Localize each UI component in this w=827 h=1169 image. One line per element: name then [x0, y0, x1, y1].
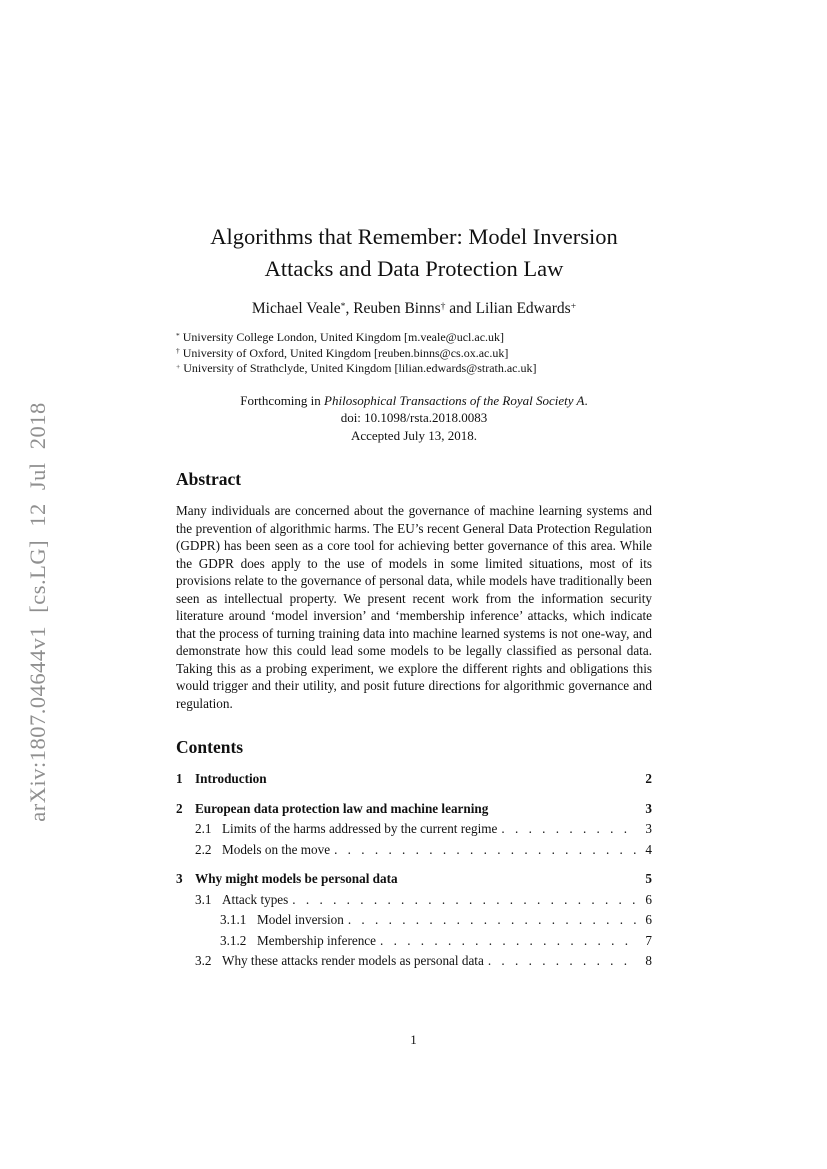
- author-name: Reuben Binns: [353, 300, 441, 317]
- forthcoming-line: [176, 392, 652, 410]
- toc-entry: [176, 912, 652, 929]
- affiliation-marker: +: [176, 361, 181, 371]
- toc-entry-page: 2: [645, 771, 652, 786]
- toc-entry-number: 2.2: [195, 841, 212, 857]
- authors-line: [176, 300, 652, 318]
- toc-entry-page: 6: [645, 912, 652, 927]
- toc-entry-page: 3: [645, 800, 652, 816]
- author-marker: +: [570, 300, 577, 312]
- publication-note: [176, 392, 652, 445]
- toc-leader-dots: [334, 842, 638, 859]
- toc-entry: [176, 953, 652, 970]
- accepted-line: Accepted July 13, 2018.: [350, 427, 477, 443]
- affiliation-text: University of Oxford, United Kingdom [reuben.binns@cs.ox.ac.uk]: [182, 345, 509, 360]
- toc-entry-page: 3: [645, 821, 652, 836]
- author-marker: *: [340, 300, 346, 312]
- affiliations-block: [176, 330, 652, 377]
- affiliation-text: University of Strathclyde, United Kingdom [lilian.edwards@strath.ac.uk]: [183, 361, 537, 375]
- author-name: Michael Veale: [251, 300, 341, 317]
- affiliation-line: [176, 346, 652, 362]
- abstract-text: Many individuals are concerned about the governance of machine learning systems and the prevention of algorithmic harms. The EU’s recent General Data Protection Regulation (GDPR) has been seen as a core tool for achieving better governance of this area. While the GDPR does apply to the use of models in some limited situations, most of its provisions relate to the governance of personal data, while models have traditionally been seen as intellectual property. We present recent work from the information security literature around ‘model inversion’ and ‘membership inference’ attacks, which indicate that the process of turning training data into machine learned systems is not one-way, and demonstrate how this could lead some models to be legally classified as personal data. Taking this as a probing experiment, we explore the different rights and obligations this would trigger and their utility, and posit future directions for algorithmic governance and regulation.: [176, 503, 652, 711]
- toc-entry-page: 6: [645, 891, 652, 907]
- affiliation-text: University College London, United Kingdom [m.veale@ucl.ac.uk]: [182, 330, 505, 344]
- toc-entry: [176, 892, 652, 909]
- toc-entry-title: Models on the move: [222, 841, 331, 857]
- toc-leader-dots: [488, 953, 638, 970]
- abstract-heading: Abstract: [176, 469, 242, 489]
- page-number: 1: [410, 1032, 417, 1047]
- toc-entry-page: 7: [645, 932, 652, 948]
- journal-name: Philosophical Transactions of the Royal Society A: [324, 392, 585, 408]
- toc-leader-dots: [348, 912, 638, 929]
- toc-entry-number: 3.1.2: [220, 932, 247, 948]
- contents-heading: Contents: [176, 737, 244, 757]
- affiliation-marker: †: [176, 346, 180, 356]
- toc-entry: [176, 842, 652, 859]
- toc-entry-title: Why these attacks render models as personal data: [222, 953, 484, 968]
- toc-entry-number: 3.1: [195, 891, 212, 907]
- forthcoming-suffix: .: [584, 392, 588, 408]
- toc-entry-number: 3.1.1: [220, 912, 247, 927]
- toc-leader-dots: [501, 821, 638, 838]
- doi-line: doi: 10.1098/rsta.2018.0083: [340, 410, 488, 425]
- toc-entry: [176, 933, 652, 950]
- author-marker: †: [440, 300, 446, 312]
- affiliation-marker: *: [176, 330, 180, 340]
- arxiv-watermark: arXiv:1807.04644v1 [cs.LG] 12 Jul 2018: [25, 402, 50, 822]
- toc-entry-number: 2.1: [195, 821, 212, 836]
- toc-entry-number: 3.2: [195, 953, 212, 968]
- author-separator: and: [445, 300, 476, 317]
- toc-entry-title: Why might models be personal data: [195, 871, 398, 886]
- toc-entry-title: Introduction: [195, 771, 267, 786]
- toc-entry-title: Model inversion: [257, 912, 344, 927]
- toc-leader-dots: [292, 892, 638, 909]
- table-of-contents: [176, 771, 652, 970]
- toc-entry-title: European data protection law and machine learning: [195, 800, 489, 816]
- toc-entry-number: 3: [176, 871, 183, 886]
- paper-content: [176, 0, 652, 970]
- toc-entry-title: Membership inference: [257, 932, 377, 948]
- toc-entry: [176, 771, 652, 788]
- author-separator: ,: [345, 300, 354, 317]
- toc-entry-page: 5: [645, 871, 652, 886]
- toc-entry: [176, 821, 652, 838]
- toc-entry-number: 1: [176, 771, 183, 786]
- forthcoming-prefix: Forthcoming in: [240, 392, 325, 408]
- toc-entry: [176, 871, 652, 888]
- toc-entry-page: 4: [645, 841, 652, 857]
- toc-entry-page: 8: [645, 953, 652, 968]
- toc-entry: [176, 801, 652, 818]
- affiliation-line: [176, 361, 652, 377]
- toc-entry-title: Limits of the harms addressed by the current regime: [222, 821, 498, 836]
- toc-entry-number: 2: [176, 800, 183, 816]
- toc-leader-dots: [380, 933, 638, 950]
- affiliation-line: [176, 330, 652, 346]
- author-name: Lilian Edwards: [475, 300, 571, 317]
- toc-entry-title: Attack types: [222, 891, 289, 907]
- paper-title: Algorithms that Remember: Model Inversion Attacks and Data Protection Law: [210, 224, 618, 281]
